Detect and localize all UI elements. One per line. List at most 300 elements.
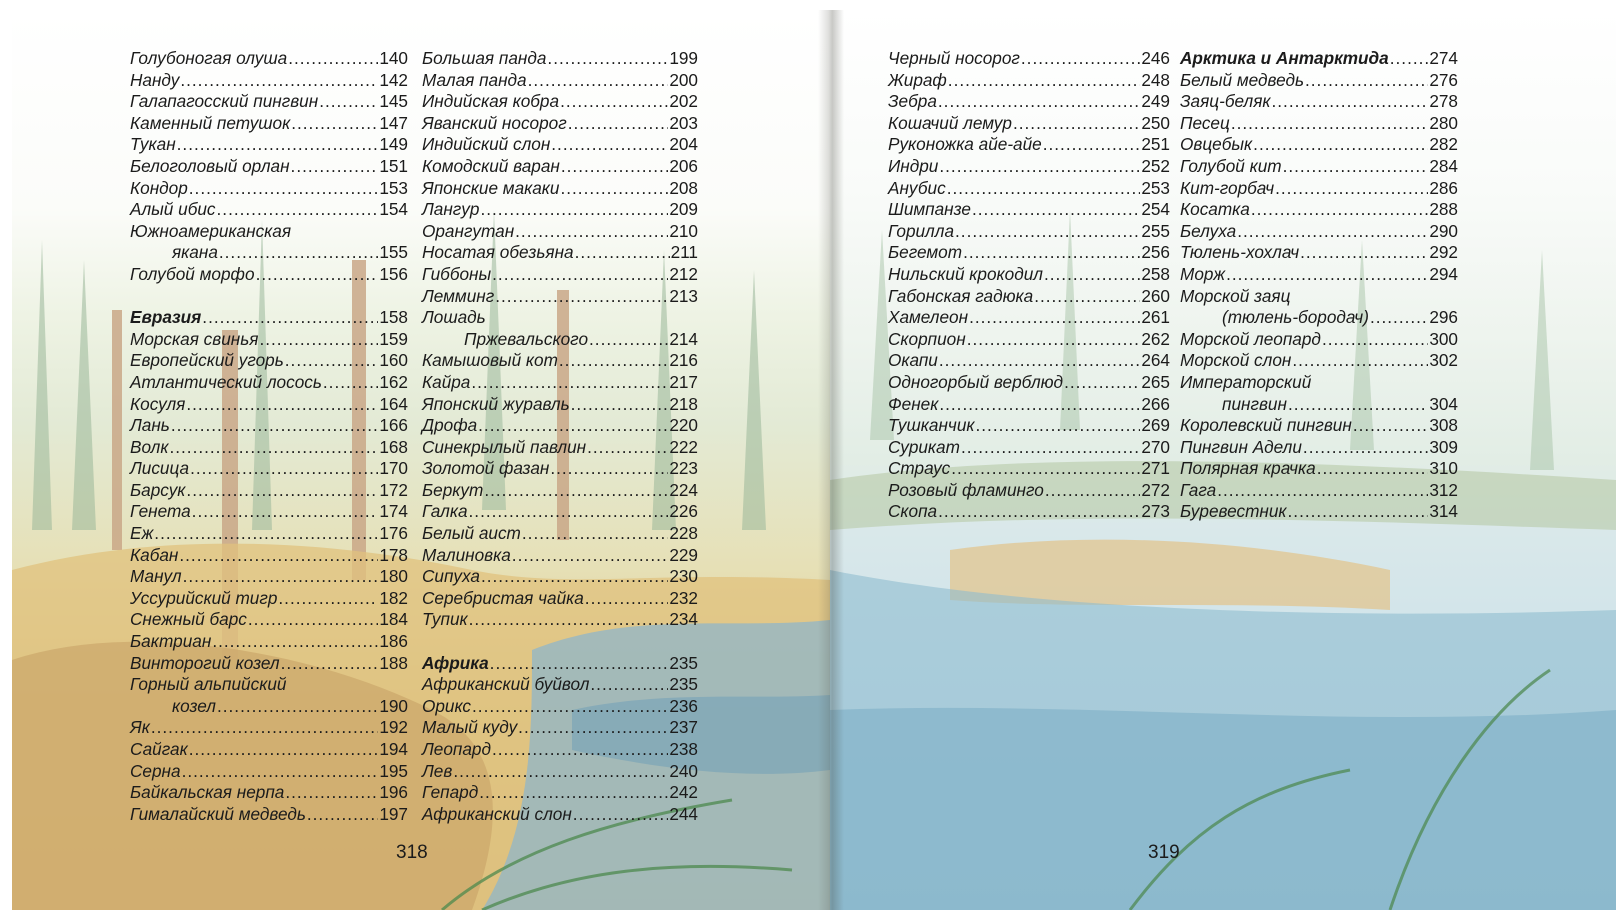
toc-entry <box>888 372 1170 394</box>
toc-entry-page: 145 <box>379 91 408 112</box>
book-spine <box>818 10 844 910</box>
toc-entry-title: Зебра <box>888 91 937 112</box>
toc-entry-title: Морской леопард <box>1180 328 1321 349</box>
toc-leader-dots <box>492 739 668 761</box>
toc-entry <box>888 242 1170 264</box>
toc-entry-title: Одногорбый верблюд <box>888 371 1064 392</box>
toc-entry-title: Морская свинья <box>130 328 259 349</box>
toc-leader-dots <box>560 178 668 200</box>
toc-entry-page: 229 <box>669 544 698 565</box>
toc-leader-dots <box>202 307 378 329</box>
toc-entry-page: 182 <box>379 587 408 608</box>
toc-entry-title: Скопа <box>888 501 938 522</box>
toc-leader-dots <box>492 264 668 286</box>
toc-entry-page: 197 <box>379 803 408 824</box>
toc-column-3 <box>888 48 1170 523</box>
toc-entry-title: Нанду <box>130 69 180 90</box>
toc-entry-title: Атлантический лосось <box>130 371 322 392</box>
toc-entry-title: Гага <box>1180 479 1217 500</box>
toc-entry-page: 237 <box>669 717 698 738</box>
toc-entry <box>422 350 698 372</box>
toc-entry-page: 282 <box>1429 134 1458 155</box>
toc-entry-page: 308 <box>1429 415 1458 436</box>
toc-entry-title: Овцебык <box>1180 134 1253 155</box>
left-page <box>12 10 830 910</box>
toc-leader-dots <box>285 782 378 804</box>
toc-entry <box>130 113 408 135</box>
toc-entry-page: 170 <box>379 458 408 479</box>
toc-entry <box>1180 501 1458 523</box>
toc-leader-dots <box>307 804 378 826</box>
toc-entry-title: Косуля <box>130 393 186 414</box>
toc-entry-page: 278 <box>1429 91 1458 112</box>
toc-entry <box>130 415 408 437</box>
toc-leader-dots <box>1034 286 1140 308</box>
toc-entry-title: Гималайский медведь <box>130 803 306 824</box>
toc-leader-dots <box>1013 113 1140 135</box>
toc-leader-dots <box>1217 480 1428 502</box>
toc-entry <box>422 674 698 696</box>
toc-entry-page: 292 <box>1429 242 1458 263</box>
toc-entry-title: Кондор <box>130 177 188 198</box>
toc-entry-page: 235 <box>669 674 698 695</box>
toc-entry-title: Кабан <box>130 544 179 565</box>
toc-entry-page: 276 <box>1429 69 1458 90</box>
toc-entry-page: 264 <box>1141 350 1170 371</box>
toc-leader-dots <box>1021 48 1140 70</box>
toc-entry <box>130 264 408 286</box>
toc-entry-title: Голубой кит <box>1180 155 1282 176</box>
toc-leader-dots <box>1390 48 1429 70</box>
toc-leader-dots <box>1370 307 1428 329</box>
toc-leader-dots <box>573 804 669 826</box>
toc-entry-title: Леопард <box>422 739 491 759</box>
toc-leader-dots <box>171 415 378 437</box>
toc-leader-dots <box>967 329 1141 351</box>
toc-leader-dots <box>961 437 1140 459</box>
toc-entry-page: 142 <box>379 69 408 90</box>
toc-entry <box>130 350 408 372</box>
toc-entry-page: 256 <box>1141 242 1170 263</box>
toc-entry-title: Барсук <box>130 479 186 500</box>
toc-leader-dots <box>1292 350 1428 372</box>
toc-entry-page: 188 <box>379 652 408 673</box>
toc-entry <box>130 394 408 416</box>
toc-leader-dots <box>1251 199 1428 221</box>
toc-entry-title: Серебристая чайка <box>422 587 584 608</box>
toc-entry <box>1180 156 1458 178</box>
toc-leader-dots <box>1288 394 1428 416</box>
toc-entry-title: Большая панда <box>422 48 547 68</box>
toc-leader-dots <box>512 545 669 567</box>
toc-entry-title: Лань <box>130 415 170 436</box>
right-page <box>830 10 1616 910</box>
toc-entry-title: Южноамериканская <box>130 220 292 241</box>
toc-entry-title: Морж <box>1180 263 1226 284</box>
toc-entry-page: 174 <box>379 501 408 522</box>
toc-entry-title: Галка <box>422 501 468 522</box>
toc-entry-title: Розовый фламинго <box>888 479 1044 500</box>
toc-entry <box>130 566 408 588</box>
toc-leader-dots <box>177 134 379 156</box>
toc-leader-dots <box>1045 480 1140 502</box>
toc-entry <box>422 415 698 437</box>
toc-entry-title: Африка <box>422 652 489 673</box>
toc-entry-title: Пингвин Адели <box>1180 436 1302 457</box>
toc-entry-page: 265 <box>1141 371 1170 392</box>
toc-entry-page: 210 <box>669 220 698 241</box>
toc-entry <box>422 199 698 221</box>
toc-leader-dots <box>1353 415 1428 437</box>
toc-entry-page: 284 <box>1429 155 1458 176</box>
toc-column-4 <box>1180 48 1458 523</box>
toc-entry <box>888 113 1170 135</box>
toc-entry-title: Орикс <box>422 695 472 716</box>
toc-entry <box>1180 372 1458 394</box>
toc-leader-dots <box>189 178 379 200</box>
toc-entry-page: 253 <box>1141 177 1170 198</box>
toc-entry-page: 195 <box>379 760 408 781</box>
toc-entry-page: 211 <box>670 242 698 263</box>
toc-entry <box>888 178 1170 200</box>
toc-entry-title: Горилла <box>888 220 955 241</box>
toc-leader-dots <box>179 545 378 567</box>
toc-entry-title: Голубой морфо <box>130 263 255 284</box>
toc-entry-page: 166 <box>379 415 408 436</box>
toc-entry-title: Европейский угорь <box>130 350 284 371</box>
toc-entry-title: Еж <box>130 523 154 544</box>
toc-entry <box>888 458 1170 480</box>
toc-entry-page: 296 <box>1429 307 1458 328</box>
toc-leader-dots <box>259 329 378 351</box>
toc-entry <box>130 134 408 156</box>
toc-entry-page: 200 <box>669 69 698 90</box>
toc-entry-page: 260 <box>1141 285 1170 306</box>
toc-entry-title: Полярная крачка <box>1180 458 1316 479</box>
toc-entry-title: Бактриан <box>130 631 212 652</box>
toc-entry-title: Евразия <box>130 307 202 328</box>
toc-leader-dots <box>219 242 378 264</box>
toc-leader-dots <box>182 761 379 783</box>
toc-leader-dots <box>589 329 668 351</box>
toc-entry-page: 209 <box>669 199 698 220</box>
toc-entry <box>130 221 408 243</box>
toc-entry-page: 269 <box>1141 415 1170 436</box>
toc-leader-dots <box>575 242 670 264</box>
toc-entry <box>422 609 698 631</box>
toc-entry-title: Лисица <box>130 458 190 479</box>
toc-entry-page: 254 <box>1141 199 1170 220</box>
toc-leader-dots <box>522 523 668 545</box>
toc-entry <box>422 329 698 351</box>
toc-entry-page: 147 <box>379 112 408 133</box>
toc-leader-dots <box>291 156 379 178</box>
toc-entry <box>888 264 1170 286</box>
toc-entry <box>422 545 698 567</box>
toc-leader-dots <box>291 113 378 135</box>
toc-entry <box>130 480 408 502</box>
toc-entry-title: Уссурийский тигр <box>130 587 278 608</box>
toc-entry-page: 280 <box>1429 112 1458 133</box>
toc-entry-title: Яванский носорог <box>422 112 567 133</box>
toc-leader-dots <box>189 739 379 761</box>
toc-leader-dots <box>1231 113 1429 135</box>
toc-entry <box>422 739 698 761</box>
toc-entry <box>1180 394 1458 416</box>
toc-entry-page: 310 <box>1429 458 1458 479</box>
toc-entry <box>422 717 698 739</box>
toc-entry <box>422 804 698 826</box>
toc-entry <box>1180 480 1458 502</box>
toc-entry-title: Орангутан <box>422 220 515 241</box>
toc-entry <box>1180 350 1458 372</box>
toc-leader-dots <box>1317 458 1429 480</box>
toc-entry-title: Винторогий козел <box>130 652 280 673</box>
toc-entry-title: Голубоногая олуша <box>130 48 288 68</box>
toc-leader-dots <box>478 415 668 437</box>
toc-entry-page: 249 <box>1141 91 1170 112</box>
toc-entry-title: Камышовый кот <box>422 350 558 371</box>
toc-entry <box>422 523 698 545</box>
toc-entry-title: Тукан <box>130 134 176 155</box>
toc-entry <box>888 480 1170 502</box>
toc-entry <box>130 199 408 221</box>
toc-entry <box>130 696 408 718</box>
toc-entry-page: 266 <box>1141 393 1170 414</box>
toc-leader-dots <box>169 437 378 459</box>
toc-entry-title: Лангур <box>422 199 480 220</box>
toc-entry-title: Скорпион <box>888 328 966 349</box>
toc-entry <box>1180 221 1458 243</box>
toc-entry-page: 300 <box>1429 328 1458 349</box>
toc-entry-title: Шимпанзе <box>888 199 971 220</box>
toc-entry-title: Золотой фазан <box>422 458 550 479</box>
toc-leader-dots <box>154 523 378 545</box>
toc-entry-page: 164 <box>379 393 408 414</box>
toc-leader-dots <box>453 761 668 783</box>
toc-entry <box>130 329 408 351</box>
toc-entry-page: 223 <box>669 458 698 479</box>
toc-entry-page: 180 <box>379 566 408 587</box>
toc-entry <box>422 437 698 459</box>
toc-entry-page: 217 <box>669 371 698 392</box>
toc-entry-page: 156 <box>379 263 408 284</box>
toc-entry-page: 252 <box>1141 155 1170 176</box>
toc-entry-title: Лошадь <box>422 307 486 328</box>
toc-entry <box>1180 415 1458 437</box>
toc-entry-page: 168 <box>379 436 408 457</box>
toc-entry <box>1180 113 1458 135</box>
toc-entry-page: 246 <box>1141 48 1170 68</box>
toc-entry <box>1180 70 1458 92</box>
toc-entry-page: 216 <box>669 350 698 371</box>
toc-entry-title: Сайгак <box>130 739 188 759</box>
toc-entry <box>130 523 408 545</box>
toc-entry <box>422 394 698 416</box>
toc-entry-page: 261 <box>1141 307 1170 328</box>
toc-entry <box>130 739 408 761</box>
toc-entry-page: 176 <box>379 523 408 544</box>
toc-leader-dots <box>281 653 379 675</box>
toc-leader-dots <box>1288 501 1429 523</box>
toc-entry-page: 218 <box>669 393 698 414</box>
toc-leader-dots <box>469 609 669 631</box>
toc-entry-title: Африканский слон <box>422 803 572 824</box>
toc-entry-page: 234 <box>669 609 698 630</box>
toc-entry-title: Морской заяц <box>1180 285 1291 306</box>
toc-entry <box>1180 458 1458 480</box>
toc-leader-dots <box>471 372 668 394</box>
toc-entry <box>422 286 698 308</box>
toc-leader-dots <box>515 221 668 243</box>
toc-leader-dots <box>1300 242 1428 264</box>
toc-entry-page: 178 <box>379 544 408 565</box>
toc-entry-page: 160 <box>379 350 408 371</box>
toc-entry-page: 206 <box>669 155 698 176</box>
toc-entry-page: 151 <box>379 155 408 176</box>
toc-leader-dots <box>151 717 378 739</box>
toc-entry-title: Беркут <box>422 479 484 500</box>
toc-entry <box>1180 134 1458 156</box>
page-number-right: 319 <box>1148 842 1180 863</box>
toc-entry <box>130 70 408 92</box>
toc-leader-dots <box>472 696 668 718</box>
toc-leader-dots <box>479 782 668 804</box>
toc-leader-dots <box>559 350 668 372</box>
toc-entry-page: 273 <box>1141 501 1170 522</box>
toc-entry <box>1180 242 1458 264</box>
toc-leader-dots <box>248 609 378 631</box>
toc-entry-title: Генета <box>130 501 191 522</box>
toc-entry-title: Комодский варан <box>422 155 560 176</box>
toc-entry-title: Нильский крокодил <box>888 263 1043 284</box>
toc-entry-title: Песец <box>1180 112 1230 133</box>
toc-entry <box>422 307 698 329</box>
toc-entry-title: Сурикат <box>888 436 960 457</box>
toc-section-heading <box>130 307 408 329</box>
toc-leader-dots <box>1275 178 1428 200</box>
toc-entry <box>888 199 1170 221</box>
toc-leader-dots <box>1283 156 1429 178</box>
toc-entry-title: Косатка <box>1180 199 1250 220</box>
page-number-left: 318 <box>396 842 428 863</box>
toc-leader-dots <box>939 394 1140 416</box>
toc-entry <box>888 48 1170 70</box>
toc-entry <box>888 415 1170 437</box>
toc-entry-title: Алый ибис <box>130 199 216 220</box>
toc-entry-title: Каменный петушок <box>130 112 291 133</box>
toc-entry-page: 250 <box>1141 112 1170 133</box>
toc-leader-dots <box>256 264 379 286</box>
toc-entry-title: Байкальская нерпа <box>130 782 285 803</box>
toc-leader-dots <box>180 70 378 92</box>
toc-entry-title: Белый медведь <box>1180 69 1304 90</box>
toc-entry-title: Анубис <box>888 177 946 198</box>
toc-leader-dots <box>212 631 378 653</box>
toc-column-2 <box>422 48 698 825</box>
toc-entry-title: Лев <box>422 760 453 781</box>
toc-entry-title: Императорский <box>1180 371 1312 392</box>
toc-entry-page: 286 <box>1429 177 1458 198</box>
toc-entry <box>130 156 408 178</box>
toc-entry <box>130 804 408 826</box>
toc-entry <box>1180 264 1458 286</box>
toc-entry-title: Серна <box>130 760 181 781</box>
toc-entry-title: Малая панда <box>422 69 527 90</box>
toc-entry-page: 202 <box>669 91 698 112</box>
toc-entry <box>422 264 698 286</box>
toc-entry-title: Кайра <box>422 371 471 392</box>
toc-entry-page: 248 <box>1141 69 1170 90</box>
toc-entry-page: 154 <box>379 199 408 220</box>
toc-entry <box>130 372 408 394</box>
toc-entry <box>422 372 698 394</box>
toc-entry <box>422 221 698 243</box>
toc-leader-dots <box>319 91 378 113</box>
toc-entry-title: Волк <box>130 436 169 457</box>
toc-entry-page: 304 <box>1429 393 1458 414</box>
toc-entry <box>422 696 698 718</box>
toc-entry <box>130 242 408 264</box>
toc-spacer <box>422 631 698 653</box>
toc-entry-page: 235 <box>669 652 698 673</box>
toc-entry <box>888 70 1170 92</box>
toc-entry <box>130 717 408 739</box>
toc-entry-page: 238 <box>669 739 698 759</box>
toc-leader-dots <box>547 48 668 70</box>
toc-entry-title: Малиновка <box>422 544 511 565</box>
toc-leader-dots <box>551 134 668 156</box>
toc-leader-dots <box>1305 70 1428 92</box>
toc-entry-page: 262 <box>1141 328 1170 349</box>
toc-entry-page: 199 <box>669 48 698 68</box>
toc-entry-title: Черный носорог <box>888 48 1020 68</box>
toc-entry-title: Бегемот <box>888 242 963 263</box>
toc-entry-page: 230 <box>669 566 698 587</box>
toc-entry-page: 140 <box>379 48 408 68</box>
toc-leader-dots <box>951 458 1140 480</box>
toc-entry-page: 192 <box>379 717 408 738</box>
toc-entry-page: 290 <box>1429 220 1458 241</box>
toc-entry <box>130 631 408 653</box>
toc-entry <box>130 437 408 459</box>
toc-leader-dots <box>969 307 1140 329</box>
toc-entry <box>888 286 1170 308</box>
toc-entry-page: 196 <box>379 782 408 803</box>
toc-entry <box>888 134 1170 156</box>
toc-entry-title: якана <box>172 242 218 263</box>
toc-entry <box>130 91 408 113</box>
toc-entry-title: Тюлень-хохлач <box>1180 242 1300 263</box>
toc-leader-dots <box>518 717 668 739</box>
toc-entry <box>422 501 698 523</box>
toc-entry <box>888 394 1170 416</box>
toc-entry-title: Индри <box>888 155 939 176</box>
toc-entry-page: 242 <box>669 782 698 803</box>
toc-entry-title: Снежный барс <box>130 609 247 630</box>
toc-entry <box>422 242 698 264</box>
toc-entry-page: 204 <box>669 134 698 155</box>
toc-entry-title: Носатая обезьяна <box>422 242 574 263</box>
toc-entry-page: 186 <box>379 631 408 652</box>
toc-entry-page: 270 <box>1141 436 1170 457</box>
toc-entry-page: 194 <box>379 739 408 759</box>
toc-entry <box>888 91 1170 113</box>
toc-leader-dots <box>484 480 668 502</box>
toc-leader-dots <box>217 696 378 718</box>
toc-entry-title: Белуха <box>1180 220 1237 241</box>
toc-entry <box>888 156 1170 178</box>
